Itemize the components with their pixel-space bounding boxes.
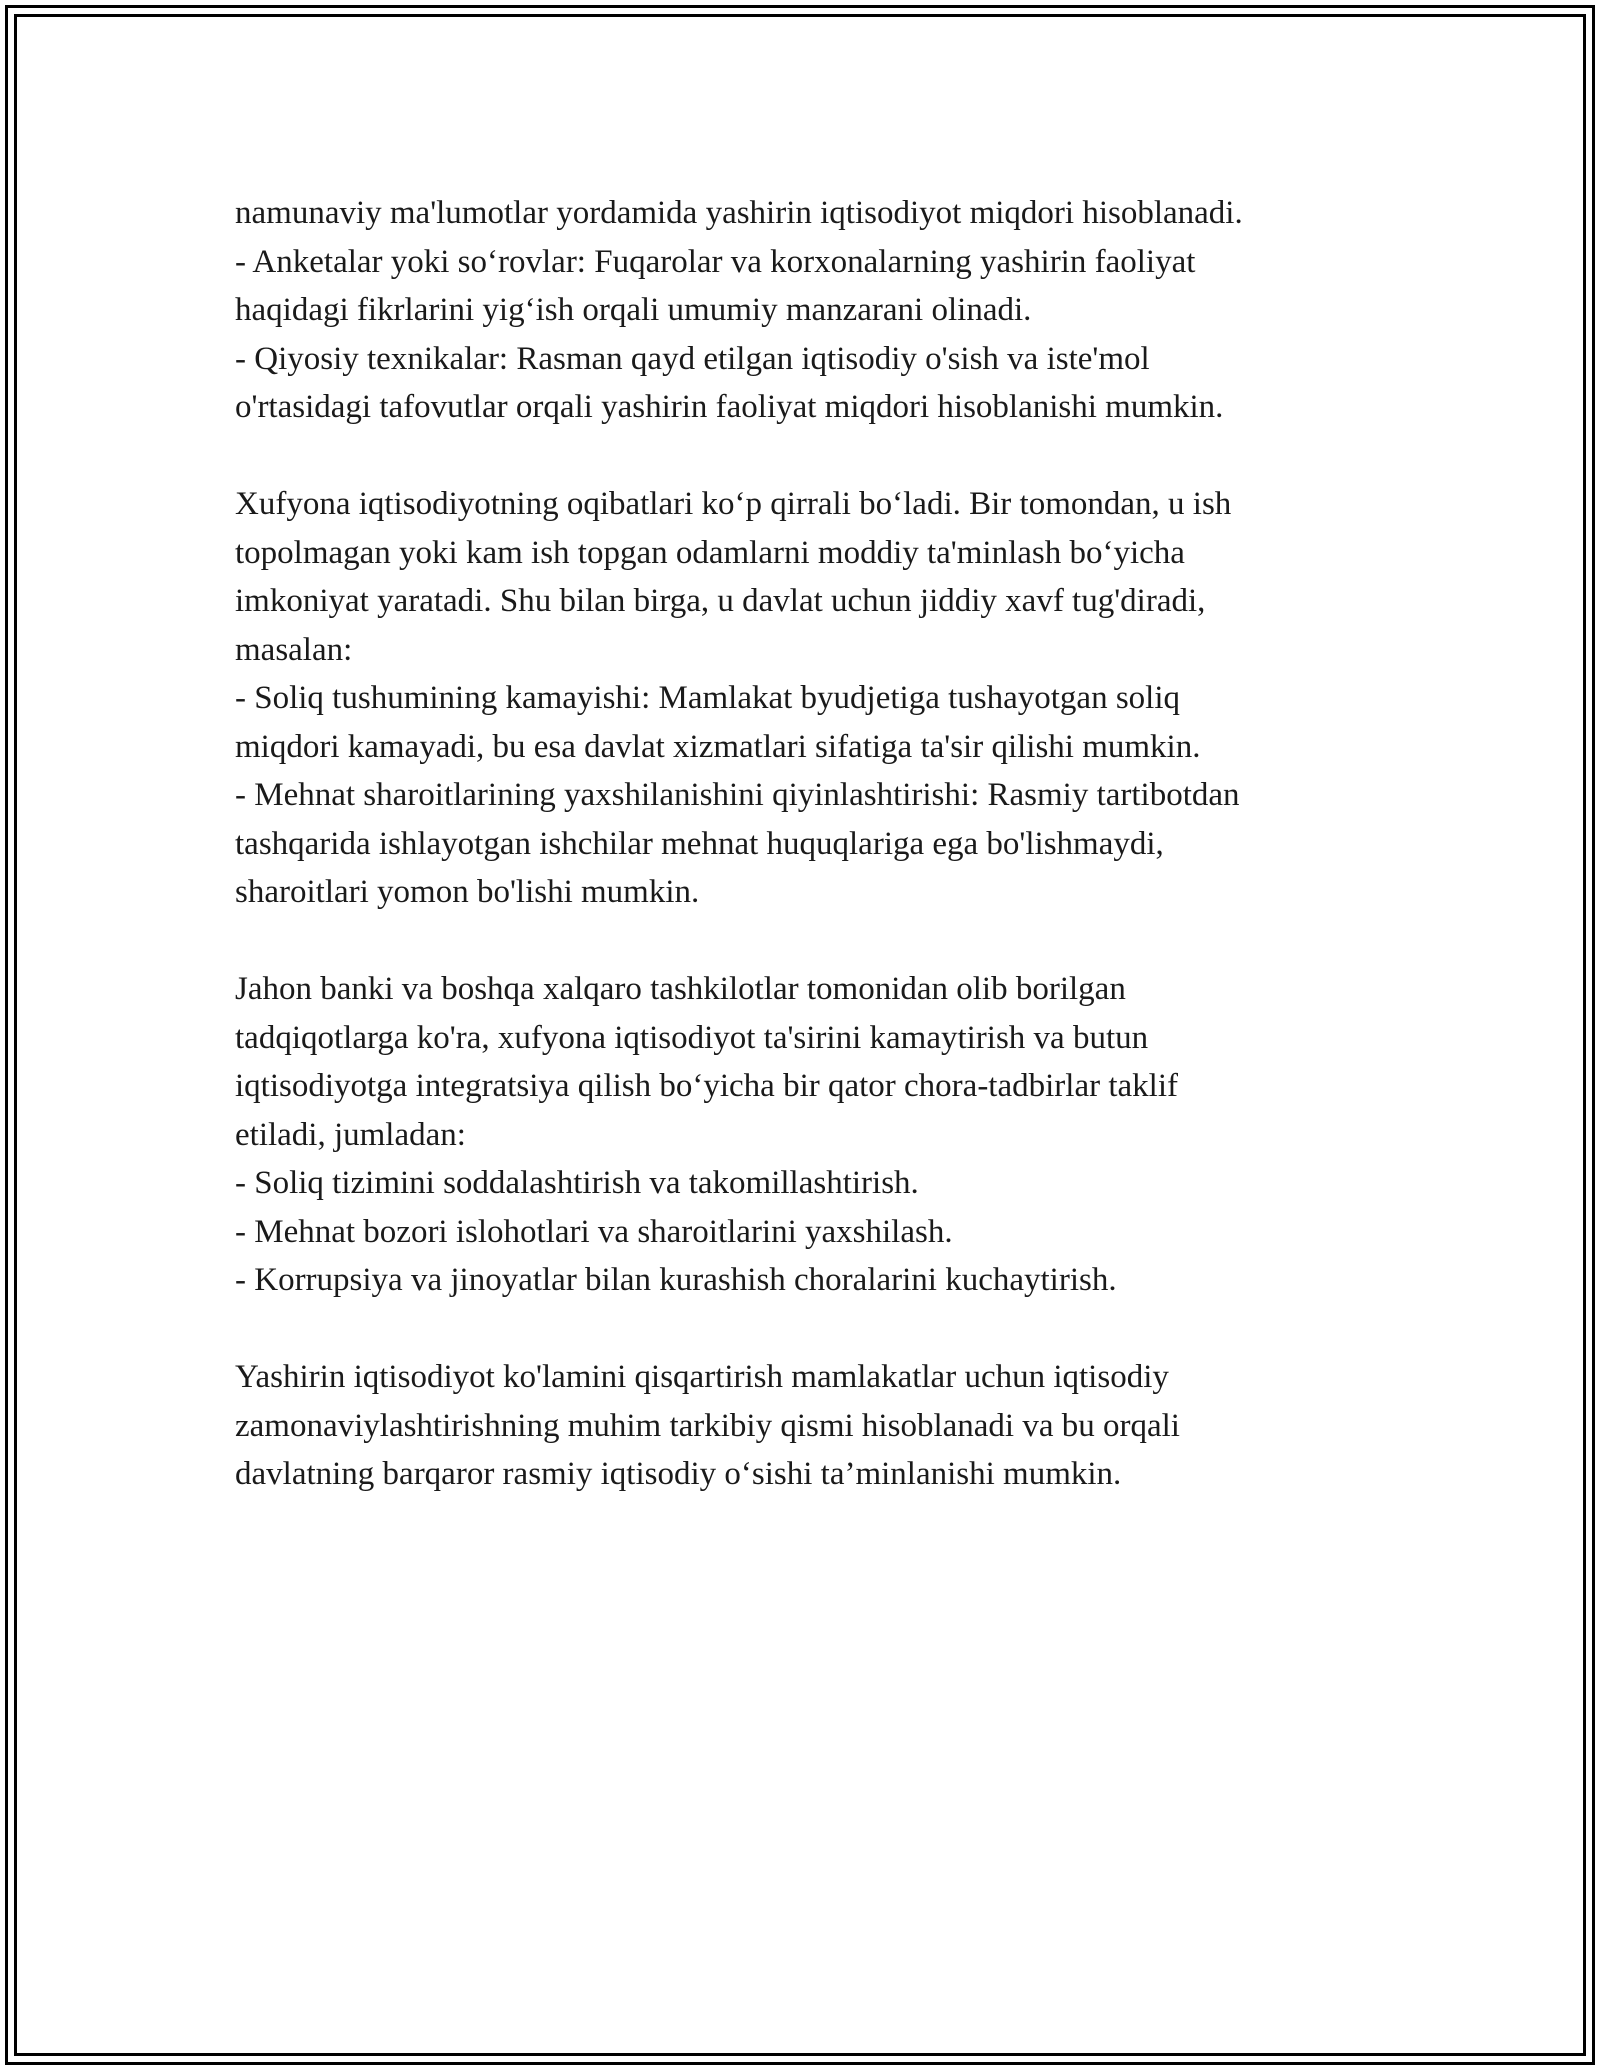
text-line: tadqiqotlarga ko'ra, xufyona iqtisodiyot ta'sirini kamaytirish va butun — [235, 1019, 1149, 1056]
text-line: - Mehnat bozori islohotlari va sharoitlarini yaxshilash. — [235, 1213, 953, 1250]
text-line: Xufyona iqtisodiyotning oqibatlari ko‘p qirrali bo‘ladi. Bir tomondan, u ish — [235, 486, 1232, 522]
text-line: etiladi, jumladan: — [235, 1116, 466, 1153]
paragraph-consequences — [235, 480, 1395, 917]
text-line: - Anketalar yoki so‘rovlar: Fuqarolar va korxonalarning yashirin faoliyat — [235, 243, 1196, 280]
document-body — [235, 189, 1395, 1547]
text-line: imkoniyat yaratadi. Shu bilan birga, u davlat uchun jiddiy xavf tug'diradi, — [235, 583, 1206, 619]
text-line: iqtisodiyotga integratsiya qilish bo‘yicha bir qator chora-tadbirlar taklif — [235, 1068, 1178, 1104]
text-line: - Soliq tushumining kamayishi: Mamlakat byudjetiga tushayotgan soliq — [235, 680, 1180, 716]
text-line: Jahon banki va boshqa xalqaro tashkilotlar tomonidan olib borilgan — [235, 971, 1126, 1007]
text-line: - Mehnat sharoitlarining yaxshilanishini qiyinlashtirishi: Rasmiy tartibotdan — [235, 777, 1240, 813]
text-line: o'rtasidagi tafovutlar orqali yashirin faoliyat miqdori hisoblanishi mumkin. — [235, 389, 1224, 425]
text-line: Yashirin iqtisodiyot ko'lamini qisqartirish mamlakatlar uchun iqtisodiy — [235, 1359, 1169, 1395]
text-line: miqdori kamayadi, bu esa davlat xizmatlari sifatiga ta'sir qilishi mumkin. — [235, 728, 1201, 765]
text-line: - Qiyosiy texnikalar: Rasman qayd etilgan iqtisodiy o'sish va iste'mol — [235, 340, 1150, 377]
text-line: namunaviy ma'lumotlar yordamida yashirin iqtisodiyot miqdori hisoblanadi. — [235, 195, 1243, 231]
text-line: tashqarida ishlayotgan ishchilar mehnat huquqlariga ega bo'lishmaydi, — [235, 825, 1164, 862]
text-line: topolmagan yoki kam ish topgan odamlarni moddiy ta'minlash bo‘yicha — [235, 534, 1185, 571]
text-line: masalan: — [235, 631, 353, 668]
text-line: zamonaviylashtirishning muhim tarkibiy qismi hisoblanadi va bu orqali — [235, 1407, 1180, 1444]
paragraph-recommendations — [235, 965, 1395, 1305]
text-line: sharoitlari yomon bo'lishi mumkin. — [235, 874, 700, 910]
paragraph-measurement-methods — [235, 189, 1395, 432]
text-line: - Soliq tizimini soddalashtirish va takomillashtirish. — [235, 1165, 919, 1201]
text-line: davlatning barqaror rasmiy iqtisodiy o‘sishi ta’minlanishi mumkin. — [235, 1456, 1122, 1492]
paragraph-conclusion — [235, 1353, 1395, 1499]
text-line: haqidagi fikrlarini yig‘ish orqali umumiy manzarani olinadi. — [235, 292, 1032, 328]
text-line: - Korrupsiya va jinoyatlar bilan kurashish choralarini kuchaytirish. — [235, 1262, 1117, 1298]
